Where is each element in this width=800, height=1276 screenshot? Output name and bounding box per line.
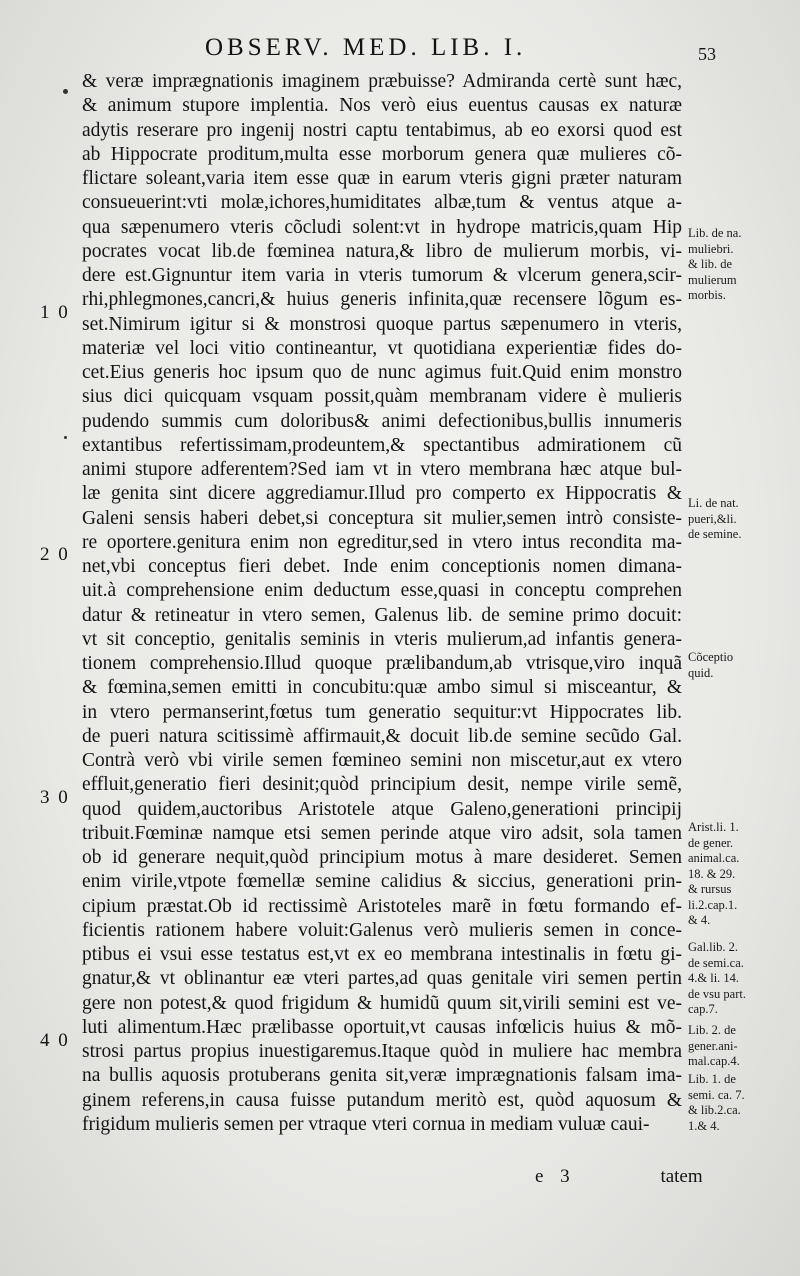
marginal-note bbox=[688, 650, 798, 681]
marginal-note bbox=[688, 940, 798, 1018]
text-line: pudendo summis cum doloribus& animi defectionibus,bullis innumeris bbox=[82, 410, 682, 432]
ink-speck bbox=[63, 89, 68, 94]
text-line: gnatur,& vt oblinantur eæ vteri partes,ad quas genitale viri semen pertin bbox=[82, 968, 682, 990]
marginal-note-line: muliebri. bbox=[688, 241, 734, 256]
text-line: de pueri natura scitissimè affirmauit,& docuit lib.de semine secũdo Gal. bbox=[82, 725, 682, 747]
signature-mark: e 3 bbox=[535, 1166, 576, 1187]
text-line: ab Hippocrate proditum,multa esse morborum genera quæ mulieres cõ- bbox=[82, 143, 682, 165]
text-line: luti alimentum.Hæc prælibasse oportuit,vt causas infœlicis huius & mõ- bbox=[82, 1016, 682, 1038]
page-footer bbox=[535, 1166, 703, 1188]
text-line: datur & retineatur in vtero semen, Galenus lib. de semine primo docuit: bbox=[82, 604, 682, 626]
text-line: vt sit conceptio, genitalis seminis in vteris mulierum,ad infantis genera- bbox=[82, 628, 682, 650]
marginal-note-line: 18. & 29. bbox=[688, 866, 736, 881]
text-line: effluit,generatio fieri desinit;quòd principium desit, nempe virile semẽ, bbox=[82, 774, 682, 796]
text-line: quod quidem,auctoribus Aristotele atque Galeno,generationi principij bbox=[82, 798, 682, 820]
catchword: tatem bbox=[660, 1166, 703, 1187]
marginal-note-line: animal.ca. bbox=[688, 851, 740, 865]
text-line: & animum stupore implentia. Nos verò eius euentus causas ex naturæ bbox=[82, 95, 682, 117]
text-line: re oportere.genitura enim non egreditur,sed in vtero intus recondita ma- bbox=[82, 531, 682, 553]
text-line: Contrà verò vbi virile semen fœmineo semini non miscetur,aut ex vtero bbox=[82, 750, 682, 771]
text-line: uit.à comprehensione enim deductum esse,quasi in conceptu comprehen bbox=[82, 580, 682, 602]
text-line: tribuit.Fœminæ namque etsi semen perinde atque viro adsit, sola tamen bbox=[82, 822, 682, 844]
line-number-30: 3 0 bbox=[40, 787, 70, 808]
marginal-note-line: pueri,&li. bbox=[688, 511, 737, 526]
marginal-note-line: & lib.2.ca. bbox=[688, 1103, 741, 1117]
text-line: sius dici quicquam vsquam possit,quàm membranam videre è mulieris bbox=[82, 386, 682, 408]
text-line: ginem referens,in causa fuisse putandum meritò est, quòd aquosum & bbox=[82, 1089, 682, 1111]
text-line: pocrates vocat lib.de fœminea natura,& libro de mulierum morbis, vi- bbox=[82, 240, 682, 262]
marginal-note-line: quid. bbox=[688, 665, 714, 680]
marginal-note-line: Li. de nat. bbox=[688, 496, 739, 510]
text-line: net,vbi conceptus fieri debet. Inde enim conceptionis nomen dimana- bbox=[82, 556, 682, 577]
text-line: læ genita sint dicere aggrediamur.Illud pro comperto ex Hippocratis & bbox=[82, 483, 682, 505]
marginal-note-line: Arist.li. 1. bbox=[688, 820, 739, 834]
page-number: 53 bbox=[698, 44, 716, 64]
marginal-note bbox=[688, 226, 798, 304]
text-line: strosi partus propius inuestigaremus.Itaque quòd in muliere hac membra bbox=[82, 1041, 682, 1062]
text-line: cipium præstat.Ob id rectissimè Aristoteles marẽ in fœtu formando ef- bbox=[82, 895, 682, 917]
marginal-note-line: de semi.ca. bbox=[688, 955, 744, 970]
text-line: extantibus refertissimam,prodeuntem,& spectantibus admirationem cũ bbox=[82, 434, 682, 456]
marginal-note-line: gener.ani- bbox=[688, 1038, 738, 1053]
text-line: & fœmina,semen emitti in concubitu:quæ ambo simul si misceantur, & bbox=[82, 677, 682, 699]
text-line: ob id generare nequit,quòd principium motus à mare desideret. Semen bbox=[82, 847, 682, 868]
marginal-note bbox=[688, 820, 798, 929]
text-line: adytis reserare pro ingenij nostri captu tentabimus, ab eo exorsi quod est bbox=[82, 119, 682, 141]
marginal-note bbox=[688, 1072, 798, 1134]
marginal-note-line: & lib. de bbox=[688, 257, 733, 271]
marginal-note-line: mulierum bbox=[688, 272, 737, 287]
text-line: set.Nimirum igitur si & monstrosi quoque partus sæpenumero in vteris, bbox=[82, 313, 682, 335]
marginal-note-line: de gener. bbox=[688, 835, 734, 850]
main-text-block bbox=[82, 70, 682, 1137]
ink-speck bbox=[64, 436, 67, 439]
marginal-note-line: Lib. 1. de bbox=[688, 1072, 736, 1086]
text-line: in vtero permanserint,fœtus tum generatio sequitur:vt Hippocrates lib. bbox=[82, 701, 682, 723]
text-line: ficientis rationem habere voluit:Galenus verò mulieris semen in conce- bbox=[82, 919, 682, 941]
text-line: na bullis aquosis protuberans genita sit,veræ imprægnationis falsam ima- bbox=[82, 1065, 682, 1087]
marginal-note-line: mal.cap.4. bbox=[688, 1054, 740, 1068]
text-line: & veræ imprægnationis imaginem præbuisse? Admiranda certè sunt hæc, bbox=[82, 71, 682, 92]
text-line: frigidum mulieris semen per vtraque vteri cornua in mediam vuluæ caui- bbox=[82, 1113, 650, 1135]
text-line: dere est.Gignuntur item varia in vteris tumorum & vlcerum genera,scir- bbox=[82, 265, 682, 286]
text-line: rhi,phlegmones,cancri,& huius generis infinita,quæ recensere lõgum es- bbox=[82, 289, 682, 311]
marginal-note-line: li.2.cap.1. bbox=[688, 897, 738, 912]
marginal-note-line: Gal.lib. 2. bbox=[688, 940, 738, 954]
text-line: consueuerint:vti molæ,ichores,humiditates albæ,tum & ventus atque a- bbox=[82, 192, 682, 214]
line-number-20: 2 0 bbox=[40, 544, 70, 565]
text-line: tionem comprehensio.Illud quoque prælibandum,ab vtrisque,viro inquã bbox=[82, 653, 682, 674]
marginal-note-line: de vsu part. bbox=[688, 986, 746, 1001]
marginal-note bbox=[688, 496, 798, 543]
marginal-note-line: cap.7. bbox=[688, 1002, 718, 1016]
text-line: enim virile,vtpote fœmellæ semine calidius & siccius, generationi prin- bbox=[82, 871, 682, 893]
marginal-note-line: semi. ca. 7. bbox=[688, 1087, 745, 1102]
text-line: Galeni sensis haberi debet,si conceptura sit mulier,semen intrò consiste- bbox=[82, 507, 682, 529]
marginal-note-line: Lib. 2. de bbox=[688, 1023, 736, 1037]
marginal-note-line: de semine. bbox=[688, 527, 742, 541]
line-number-10: 1 0 bbox=[40, 302, 70, 323]
marginal-note-line: Cõceptio bbox=[688, 650, 734, 664]
running-title: OBSERV. MED. LIB. I. bbox=[205, 34, 527, 61]
text-line: qua sæpenumero vteris cõcludi solent:vt in hydrope matricis,quam Hip bbox=[82, 216, 682, 238]
text-line: cet.Eius generis hoc ipsum quo de nunc agimus fuit.Quid enim monstro bbox=[82, 362, 682, 383]
marginal-note-line: & rursus bbox=[688, 882, 732, 896]
line-number-40: 4 0 bbox=[40, 1030, 70, 1051]
marginal-note-line: morbis. bbox=[688, 288, 726, 302]
marginal-note-line: Lib. de na. bbox=[688, 226, 742, 240]
text-line: animi stupore adferentem?Sed iam vt in vtero membrana hæc atque bul- bbox=[82, 459, 682, 480]
marginal-note-line: & 4. bbox=[688, 913, 711, 927]
text-line: materiæ vel loci vitio contineantur, vt quotidiana experientiæ fides do- bbox=[82, 337, 682, 359]
text-line: flictare soleant,varia item esse quæ in earum vteris gigni præter naturam bbox=[82, 168, 682, 189]
text-line: ptibus ei vsui esse testatus est,vt ex eo membrana intestinalis in fœtu gi- bbox=[82, 944, 682, 965]
text-line: gere non potest,& quod frigidum & humidũ quum sit,virili semini est ve- bbox=[82, 992, 682, 1014]
marginal-note-line: 4.& li. 14. bbox=[688, 971, 740, 985]
marginal-note-line: 1.& 4. bbox=[688, 1118, 720, 1133]
marginal-note bbox=[688, 1023, 798, 1070]
